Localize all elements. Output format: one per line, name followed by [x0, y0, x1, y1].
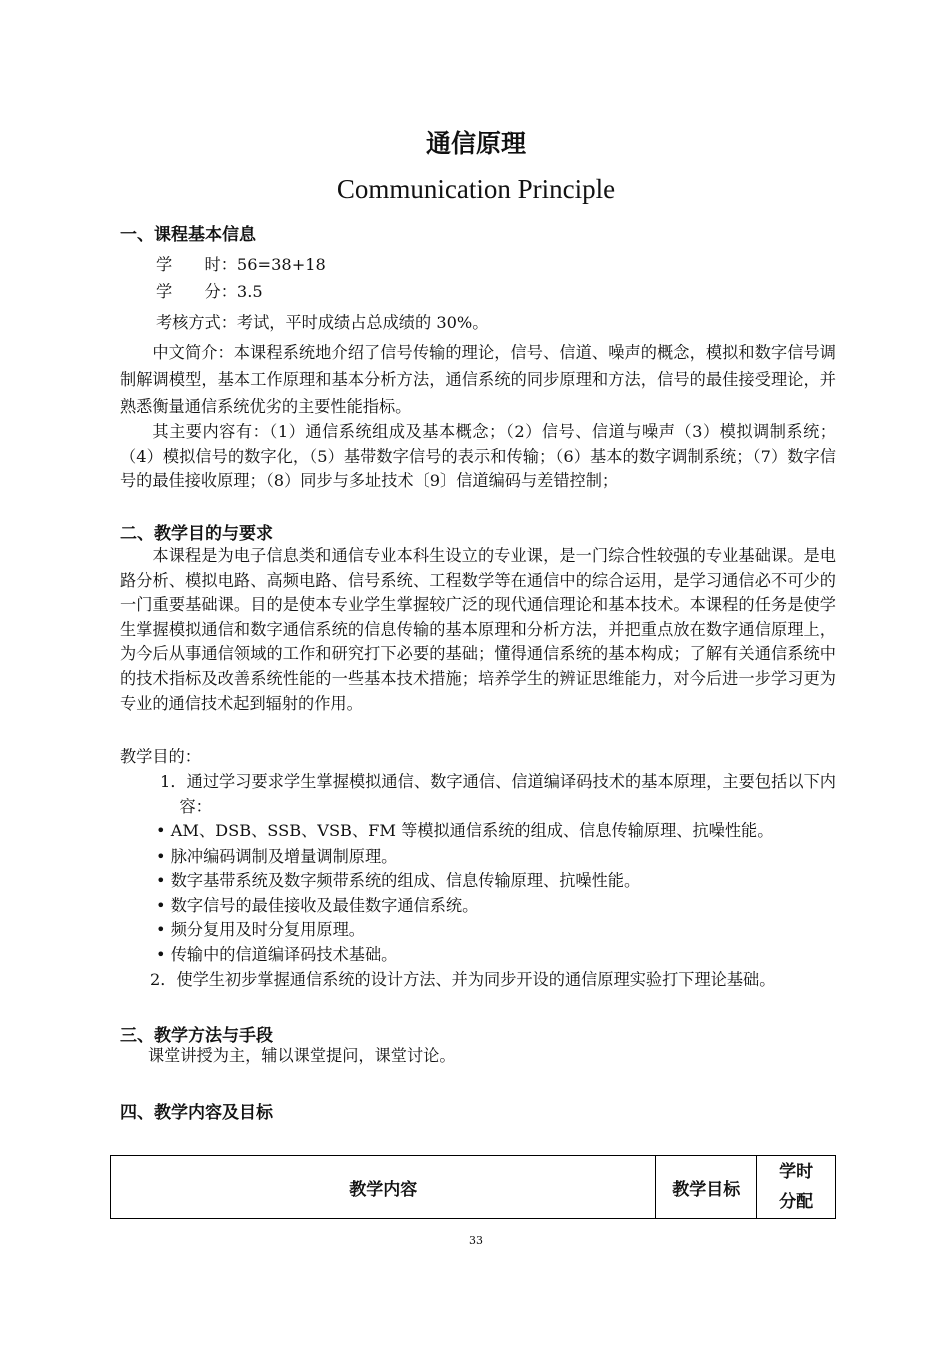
section-heading-aims: 二、教学目的与要求: [120, 524, 273, 544]
section-heading-methods: 三、教学方法与手段: [120, 1026, 273, 1046]
table-header-goal: 教学目标: [656, 1156, 757, 1219]
course-contents: 其主要内容有：（1）通信系统组成及基本概念；（2）信号、信道与噪声（3）模拟调制系统；（4）模拟信号的数字化，（5）基带数字信号的表示和传输；（6）基本的数字调制系统；（7）数字信号的最佳接收原理；（8）同步与多址技术〔9〕信道编码与差错控制；: [120, 422, 836, 491]
aims-body-block: [120, 544, 836, 716]
course-intro: 中文简介：本课程系统地介绍了信号传输的理论，信号、信道、噪声的概念，模拟和数字信号调制解调模型，基本工作原理和基本分析方法，通信系统的同步原理和方法，信号的最佳接受理论，并熟悉衡量通信系统优劣的主要性能指标。: [120, 343, 836, 416]
page-subtitle-english: Communication Principle: [336, 174, 616, 204]
aims-body: 本课程是为电子信息类和通信专业本科生设立的专业课，是一门综合性较强的专业基础课。是电路分析、模拟电路、高频电路、信号系统、工程数学等在通信中的综合运用，是学习通信必不可少的一门重要基础课。目的是使本专业学生掌握较广泛的现代通信理论和基本技术。本课程的任务是使学生掌握模拟通信和数字通信系统的信息传输的基本原理和分析方法，并把重点放在数字通信原理上，为今后从事通信领域的工作和研究打下必要的基础；懂得通信系统的基本构成；了解有关通信系统中的技术指标及改善系统性能的一些基本技术措施；培养学生的辨证思维能力，对今后进一步学习更为专业的通信技术起到辐射的作用。: [120, 546, 836, 713]
aim-bullet-5: • 频分复用及时分复用原理。: [156, 920, 365, 939]
aim-2: 2．使学生初步掌握通信系统的设计方法、并为同步开设的通信原理实验打下理论基础。: [150, 970, 776, 989]
methods-body: 课堂讲授为主，辅以课堂提问，课堂讨论。: [148, 1046, 456, 1065]
course-credits: 学 分：3.5: [156, 282, 263, 301]
page-title: 通信原理: [425, 129, 526, 158]
table-header-hours: [757, 1156, 836, 1219]
aim-bullet-3: • 数字基带系统及数字频带系统的组成、信息传输原理、抗噪性能。: [156, 871, 641, 890]
content-table: [110, 1155, 836, 1219]
table-header-hours-line1: 学时: [779, 1162, 814, 1182]
aim-bullet-6: • 传输中的信道编译码技术基础。: [156, 945, 398, 964]
aim-1-block: [160, 770, 836, 819]
aim-2-block: [150, 968, 836, 993]
course-hours: 学 时：56=38+18: [156, 255, 326, 274]
aim-bullet-1: • AM、DSB、SSB、VSB、FM 等模拟通信系统的组成、信息传输原理、抗噪性能。: [156, 821, 774, 840]
aim-bullet-2: • 脉冲编码调制及增量调制原理。: [156, 847, 398, 866]
section-heading-basic-info: 一、课程基本信息: [120, 225, 256, 245]
aim-1: 1．通过学习要求学生掌握模拟通信、数字通信、信道编译码技术的基本原理，主要包括以下内容：: [160, 772, 836, 816]
section-heading-content-goals: 四、教学内容及目标: [120, 1103, 273, 1123]
page-number: 33: [469, 1234, 483, 1247]
course-contents-block: [120, 420, 836, 494]
table-header-content: 教学内容: [111, 1156, 656, 1219]
aim-bullet-4: • 数字信号的最佳接收及最佳数字通信系统。: [156, 896, 479, 915]
course-intro-block: [120, 339, 836, 420]
table-header-hours-line2: 分配: [779, 1192, 814, 1212]
aims-label: 教学目的：: [120, 747, 201, 766]
table-header-row: [111, 1156, 836, 1219]
course-assessment: 考核方式：考试，平时成绩占总成绩的 30%。: [156, 313, 489, 332]
